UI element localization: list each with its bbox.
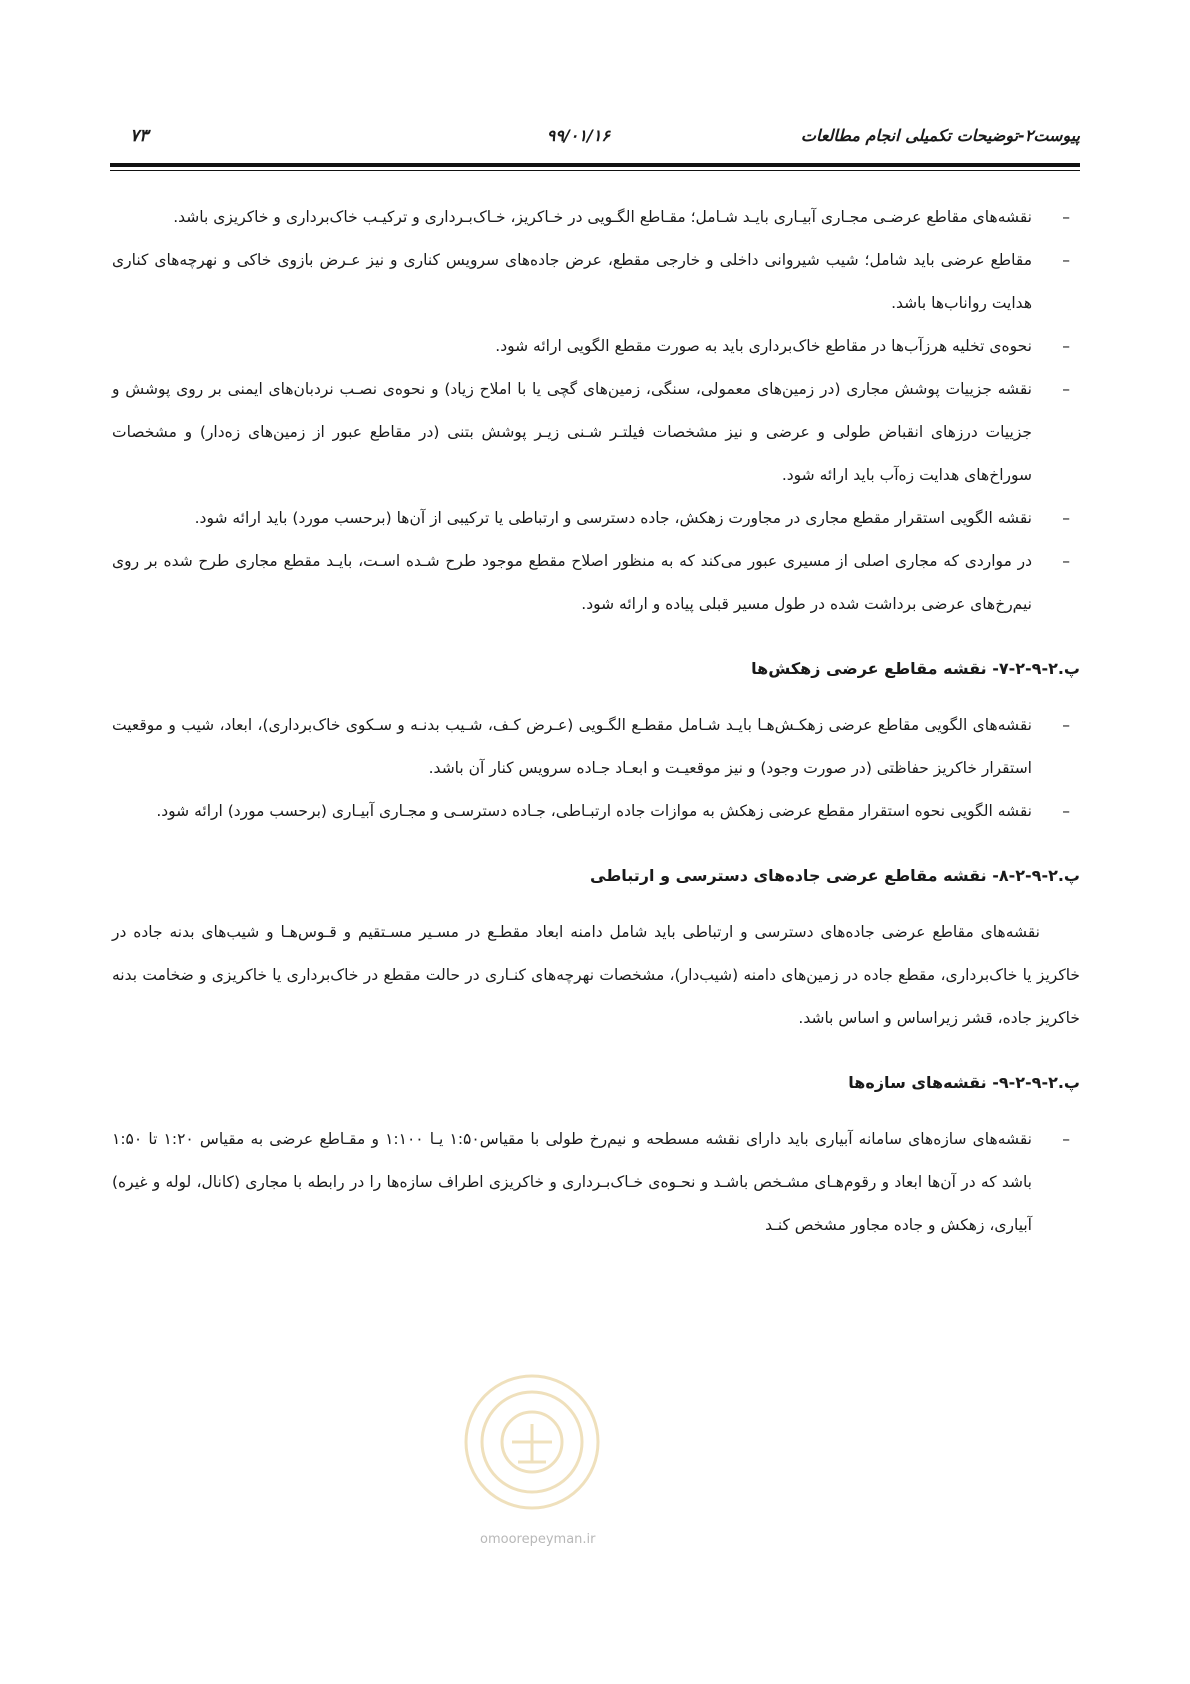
header-title: پیوست۲-توضیحات تکمیلی انجام مطالعات — [800, 126, 1080, 145]
dash-marker: – — [1062, 337, 1070, 355]
page-number: ۷۳ — [130, 126, 149, 146]
list-item — [112, 790, 1080, 833]
dash-marker: – — [1062, 1130, 1070, 1148]
section1-list — [112, 196, 1080, 626]
dash-marker: – — [1062, 802, 1070, 820]
dash-marker: – — [1062, 509, 1070, 527]
dash-marker: – — [1062, 208, 1070, 226]
section-heading-roads: پ.۲-۹-۲-۸- نقشه مقاطع عرضی جاده‌های دسترسی و ارتباطی — [590, 866, 1080, 885]
watermark-text: omoorepeyman.ir — [480, 1532, 596, 1547]
section2-list — [112, 704, 1080, 833]
list-item — [112, 540, 1080, 626]
list-item-text: مقاطع عرضی باید شامل؛ شیب شیروانی داخلی و خارجی مقطع، عرض جاده‌های سرویس کناری و نیز عـرض بازوی خاکی و نهرچه‌های کناری هدایت رواناب‌ها باشد. — [112, 251, 1032, 312]
list-item-text: نقشه الگویی نحوه استقرار مقطع عرضی زهکش به موازات جاده ارتبـاطی، جـاده دسترسـی و مجـاری آبیـاری (برحسب مورد) ارائه شود. — [156, 802, 1032, 820]
dash-marker: – — [1062, 380, 1070, 398]
list-item-text: نقشه جزییات پوشش مجاری (در زمین‌های معمولی، سنگی، زمین‌های گچی یا با املاح زیاد) و نحوه‌ی نصـب نردبان‌های ایمنی بر روی پوشش و جزییات درزهای انقباض طولی و عرضی و نیز مشخصات فیلتـر شـنی زیـر پوشش بتنی (در مقاطع عبور از زمین‌های زه‌دار) و مشخصات سوراخ‌های هدایت زه‌آب باید ارائه شود. — [112, 380, 1032, 484]
list-item — [112, 1118, 1080, 1247]
list-item — [112, 325, 1080, 368]
list-item-text: در مواردی که مجاری اصلی از مسیری عبور می‌کند که به منظور اصلاح مقطع موجود طرح شـده اسـت، بایـد مقطع مجاری طرح شده بر روی نیم‌رخ‌های عرضی برداشت شده در طول مسیر قبلی پیاده و ارائه شود. — [112, 552, 1032, 613]
dash-marker: – — [1062, 251, 1070, 269]
header-rule-thick — [110, 163, 1080, 167]
list-item — [112, 368, 1080, 497]
page-content — [112, 196, 1080, 1247]
list-item-text: نحوه‌ی تخلیه هرزآب‌ها در مقاطع خاک‌برداری باید به صورت مقطع الگویی ارائه شود. — [495, 337, 1032, 355]
list-item-text: نقشه‌های سازه‌های سامانه آبیاری باید دارای نقشه مسطحه و نیم‌رخ طولی با مقیاس۱:۵۰ یـا ۱:۱۰۰ و مقـاطع عرضی به مقیاس ۱:۲۰ تا ۱:۵۰ باشد که در آن‌ها ابعاد و رقوم‌هـای مشـخص باشـد و نحـوه‌ی خـاک‌بـرداری و خاکریزی اطراف سازه‌ها را در رابطه با مجاری (کانال، لوله و غیره) آبیاری، زهکش و جاده مجاور مشخص کنـد — [112, 1130, 1032, 1234]
list-item-text: نقشه‌های الگویی مقاطع عرضی زهکـش‌هـا بایـد شـامل مقطـع الگـویی (عـرض کـف، شـیب بدنـه و سـکوی خاک‌برداری)، ابعاد، شیب و موقعیت استقرار خاکریز حفاظتی (در صورت وجود) و نیز موقعیـت و ابعـاد جـاده سرویس کنار آن باشد. — [112, 716, 1032, 777]
watermark-seal-icon — [452, 1362, 612, 1522]
section-heading-structures: پ.۲-۹-۲-۹- نقشه‌های سازه‌ها — [848, 1073, 1080, 1092]
section4-list — [112, 1118, 1080, 1247]
page-header — [110, 126, 1080, 156]
list-item-text: نقشه الگویی استقرار مقطع مجاری در مجاورت زهکش، جاده دسترسی و ارتباطی یا ترکیبی از آن‌ها (برحسب مورد) باید ارائه شود. — [194, 509, 1032, 527]
header-rule-thin — [110, 170, 1080, 171]
list-item-text: نقشه‌های مقاطع عرضـی مجـاری آبیـاری بایـد شـامل؛ مقـاطع الگـویی در خـاکریز، خـاک‌بـرداری و ترکیـب خاک‌برداری و خاکریزی باشد. — [173, 208, 1032, 226]
list-item — [112, 239, 1080, 325]
dash-marker: – — [1062, 552, 1070, 570]
section-paragraph: نقشه‌های مقاطع عرضی جاده‌های دسترسی و ارتباطی باید شامل دامنه ابعاد مقطـع در مسـیر مسـتقیم و قـوس‌هـا و شیب‌های بدنه جاده در خاکریز یا خاک‌برداری، مقطع جاده در زمین‌های دامنه (شیب‌دار)، مشخصات نهرچه‌های کنـاری در حالت مقطع در خاک‌برداری یا خاکریزی و ضخامت بدنه خاکریز جاده، قشر زیراساس و اساس باشد. — [112, 923, 1080, 1027]
section-heading-drains: پ.۲-۹-۲-۷- نقشه مقاطع عرضی زهکش‌ها — [751, 659, 1080, 678]
dash-marker: – — [1062, 716, 1070, 734]
list-item — [112, 497, 1080, 540]
list-item — [112, 704, 1080, 790]
header-date: ۹۹/۰۱/۱۶ — [546, 126, 610, 145]
list-item — [112, 196, 1080, 239]
